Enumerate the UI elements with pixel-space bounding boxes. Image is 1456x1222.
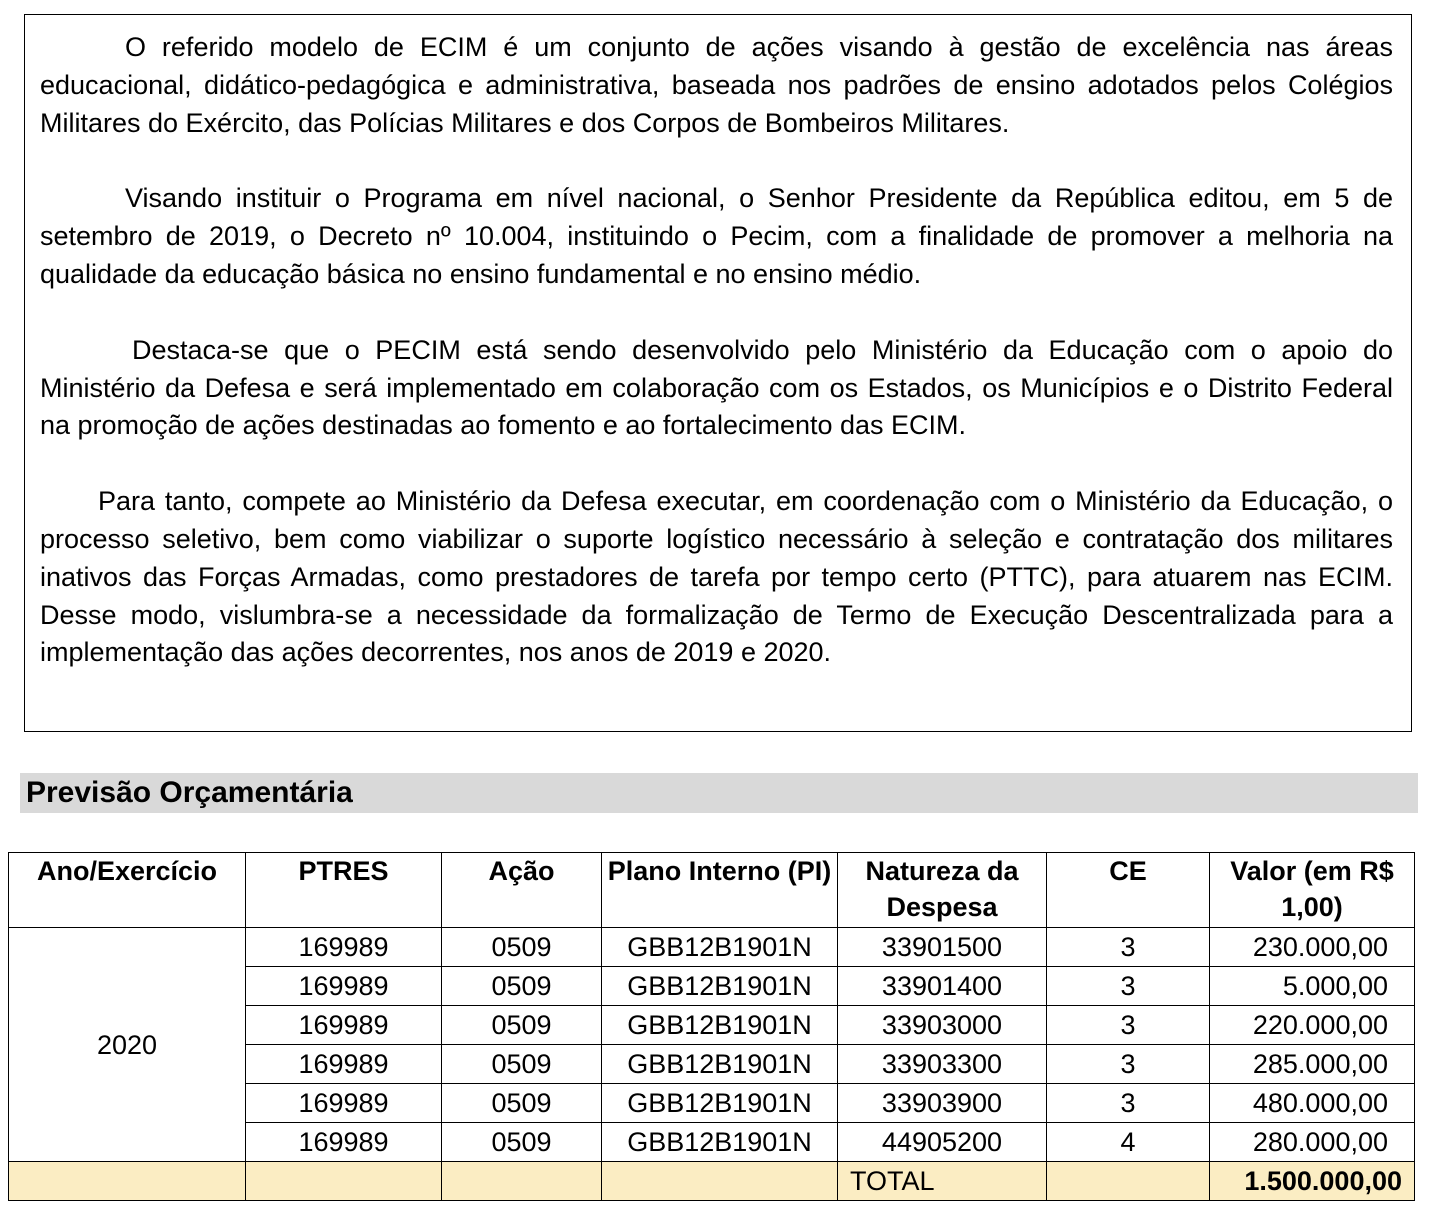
paragraph-1: O referido modelo de ECIM é um conjunto de ações visando à gestão de excelência nas áreas educacional, didático-pedagógica e administrativa, baseada nos padrões de ensino adotados pelos Colégios Militares do Exército, das Polícias Militares e dos Corpos de Bombeiros Militares. — [40, 32, 1393, 138]
natureza-cell: 44905200 — [838, 1123, 1047, 1162]
ptres-cell: 169989 — [246, 928, 442, 967]
paragraph-2: Visando instituir o Programa em nível nacional, o Senhor Presidente da República editou, em 5 de setembro de 2019, o Decreto nº 10.004, instituindo o Pecim, com a finalidade de promover a melhoria na qualidade da educação básica no ensino fundamental e no ensino médio. — [40, 183, 1393, 289]
total-row — [9, 1162, 1415, 1201]
natureza-cell: 33903000 — [838, 1006, 1047, 1045]
total-label: TOTAL — [838, 1162, 1047, 1201]
natureza-cell: 33901400 — [838, 967, 1047, 1006]
total-value: 1.500.000,00 — [1210, 1162, 1415, 1201]
valor-cell: 220.000,00 — [1210, 1006, 1415, 1045]
ptres-cell: 169989 — [246, 1084, 442, 1123]
ce-cell: 3 — [1047, 967, 1210, 1006]
paragraph-4: Para tanto, compete ao Ministério da Defesa executar, em coordenação com o Ministério da Educação, o processo seletivo, bem como viabilizar o suporte logístico necessário à seleção e contratação dos militares inativos das Forças Armadas, como prestadores de tarefa por tempo certo (PTTC), para atuarem nas ECIM. Desse modo, vislumbra-se a necessidade da formalização de Termo de Execução Descentralizada para a implementação das ações decorrentes, nos anos de 2019 e 2020. — [40, 486, 1393, 668]
ce-cell: 3 — [1047, 1006, 1210, 1045]
acao-cell: 0509 — [442, 1084, 602, 1123]
valor-cell: 280.000,00 — [1210, 1123, 1415, 1162]
pi-cell: GBB12B1901N — [602, 1045, 838, 1084]
acao-cell: 0509 — [442, 967, 602, 1006]
header-ce: CE — [1047, 853, 1210, 928]
valor-cell: 480.000,00 — [1210, 1084, 1415, 1123]
section-title: Previsão Orçamentária — [20, 773, 1418, 813]
ptres-cell: 169989 — [246, 1123, 442, 1162]
ce-cell: 4 — [1047, 1123, 1210, 1162]
pi-cell: GBB12B1901N — [602, 1084, 838, 1123]
acao-cell: 0509 — [442, 928, 602, 967]
ce-cell: 3 — [1047, 1045, 1210, 1084]
pi-cell: GBB12B1901N — [602, 1006, 838, 1045]
pi-cell: GBB12B1901N — [602, 967, 838, 1006]
text-box — [24, 14, 1412, 732]
table-header-row — [9, 853, 1415, 928]
empty-cell — [602, 1162, 838, 1201]
header-natureza: Natureza da Despesa — [838, 853, 1047, 928]
header-acao: Ação — [442, 853, 602, 928]
empty-cell — [246, 1162, 442, 1201]
acao-cell: 0509 — [442, 1045, 602, 1084]
ptres-cell: 169989 — [246, 1006, 442, 1045]
header-plano-interno: Plano Interno (PI) — [602, 853, 838, 928]
natureza-cell: 33903900 — [838, 1084, 1047, 1123]
natureza-cell: 33901500 — [838, 928, 1047, 967]
table-row — [9, 928, 1415, 967]
empty-cell — [9, 1162, 246, 1201]
natureza-cell: 33903300 — [838, 1045, 1047, 1084]
header-ano: Ano/Exercício — [9, 853, 246, 928]
valor-cell: 5.000,00 — [1210, 967, 1415, 1006]
valor-cell: 285.000,00 — [1210, 1045, 1415, 1084]
ptres-cell: 169989 — [246, 967, 442, 1006]
acao-cell: 0509 — [442, 1123, 602, 1162]
empty-cell — [1047, 1162, 1210, 1201]
acao-cell: 0509 — [442, 1006, 602, 1045]
valor-cell: 230.000,00 — [1210, 928, 1415, 967]
ce-cell: 3 — [1047, 928, 1210, 967]
pi-cell: GBB12B1901N — [602, 1123, 838, 1162]
paragraph-3: Destaca-se que o PECIM está sendo desenvolvido pelo Ministério da Educação com o apoio do Ministério da Defesa e será implementado em colaboração com os Estados, os Municípios e o Distrito Federal na promoção de ações destinadas ao fomento e ao fortalecimento das ECIM. — [40, 334, 1393, 441]
ce-cell: 3 — [1047, 1084, 1210, 1123]
budget-table — [8, 852, 1415, 1201]
empty-cell — [442, 1162, 602, 1201]
year-cell: 2020 — [9, 928, 246, 1162]
pi-cell: GBB12B1901N — [602, 928, 838, 967]
header-ptres: PTRES — [246, 853, 442, 928]
header-valor: Valor (em R$ 1,00) — [1210, 853, 1415, 928]
ptres-cell: 169989 — [246, 1045, 442, 1084]
